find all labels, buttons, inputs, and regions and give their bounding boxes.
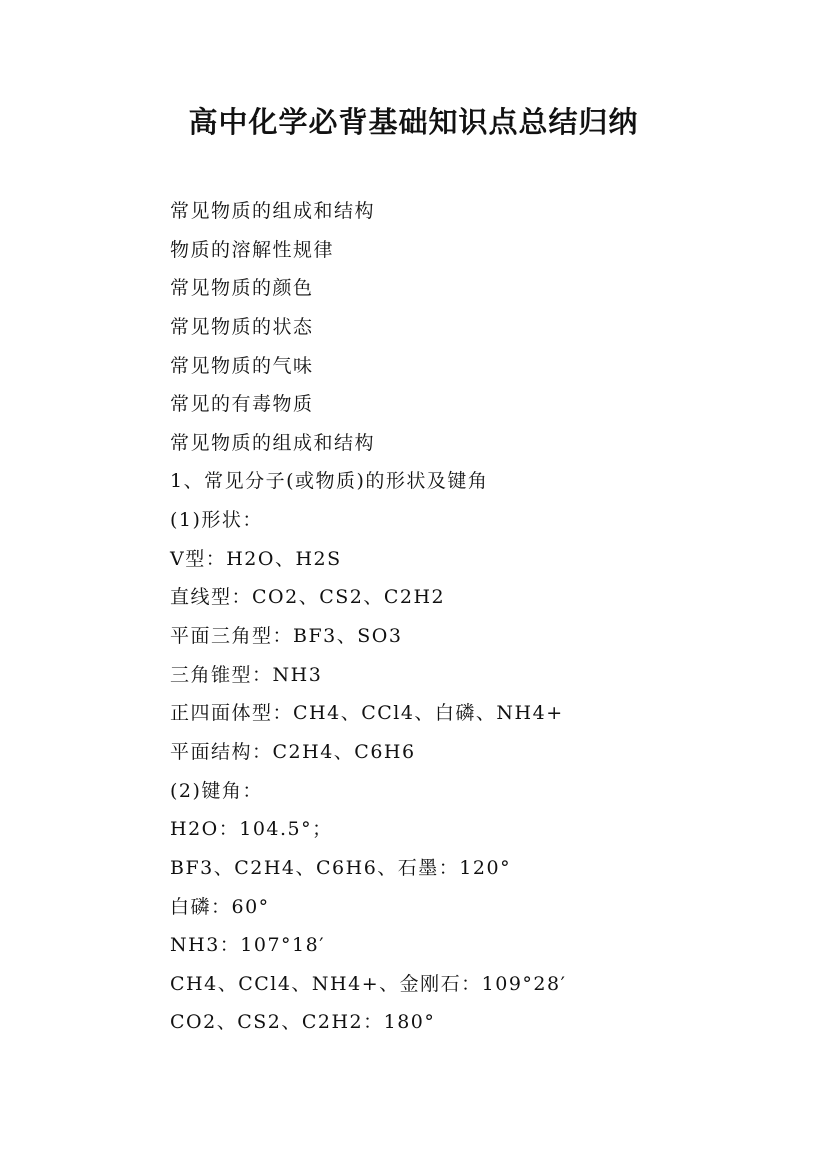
text-line: 常见物质的状态 (170, 315, 314, 338)
text-line: 三角锥型：NH3 (170, 663, 323, 686)
text-line: 直线型：CO2、CS2、C2H2 (170, 586, 446, 609)
document-title: 高中化学必背基础知识点总结归纳 (188, 105, 639, 139)
text-line: 常见物质的组成和结构 (170, 200, 376, 222)
text-line: 常见的有毒物质 (170, 393, 314, 416)
text-line: 平面三角型：BF3、SO3 (170, 625, 403, 648)
text-line: NH3：107°18′ (170, 934, 326, 957)
text-line: H2O：104.5°； (170, 818, 333, 841)
text-line: 白磷：60° (170, 895, 270, 918)
text-line: 常见物质的气味 (170, 354, 314, 377)
subheading-shape: (1)形状： (170, 509, 263, 532)
subheading-angle: (2)键角： (170, 779, 263, 802)
text-line: 正四面体型：CH4、CCl4、白磷、NH4+ (170, 702, 564, 725)
text-line: 平面结构：C2H4、C6H6 (170, 740, 416, 763)
text-line: 物质的溶解性规律 (170, 238, 335, 261)
text-line: CH4、CCl4、NH4+、金刚石：109°28′ (170, 972, 567, 995)
section-heading: 常见物质的组成和结构 (170, 431, 376, 454)
text-line: BF3、C2H4、C6H6、石墨：120° (170, 856, 512, 879)
text-line: V型：H2O、H2S (170, 547, 342, 570)
numbered-heading: 1、常见分子(或物质)的形状及键角 (170, 470, 489, 493)
content-lines (170, 193, 790, 1043)
text-line: 常见物质的颜色 (170, 277, 314, 300)
text-line: CO2、CS2、C2H2：180° (170, 1011, 436, 1034)
